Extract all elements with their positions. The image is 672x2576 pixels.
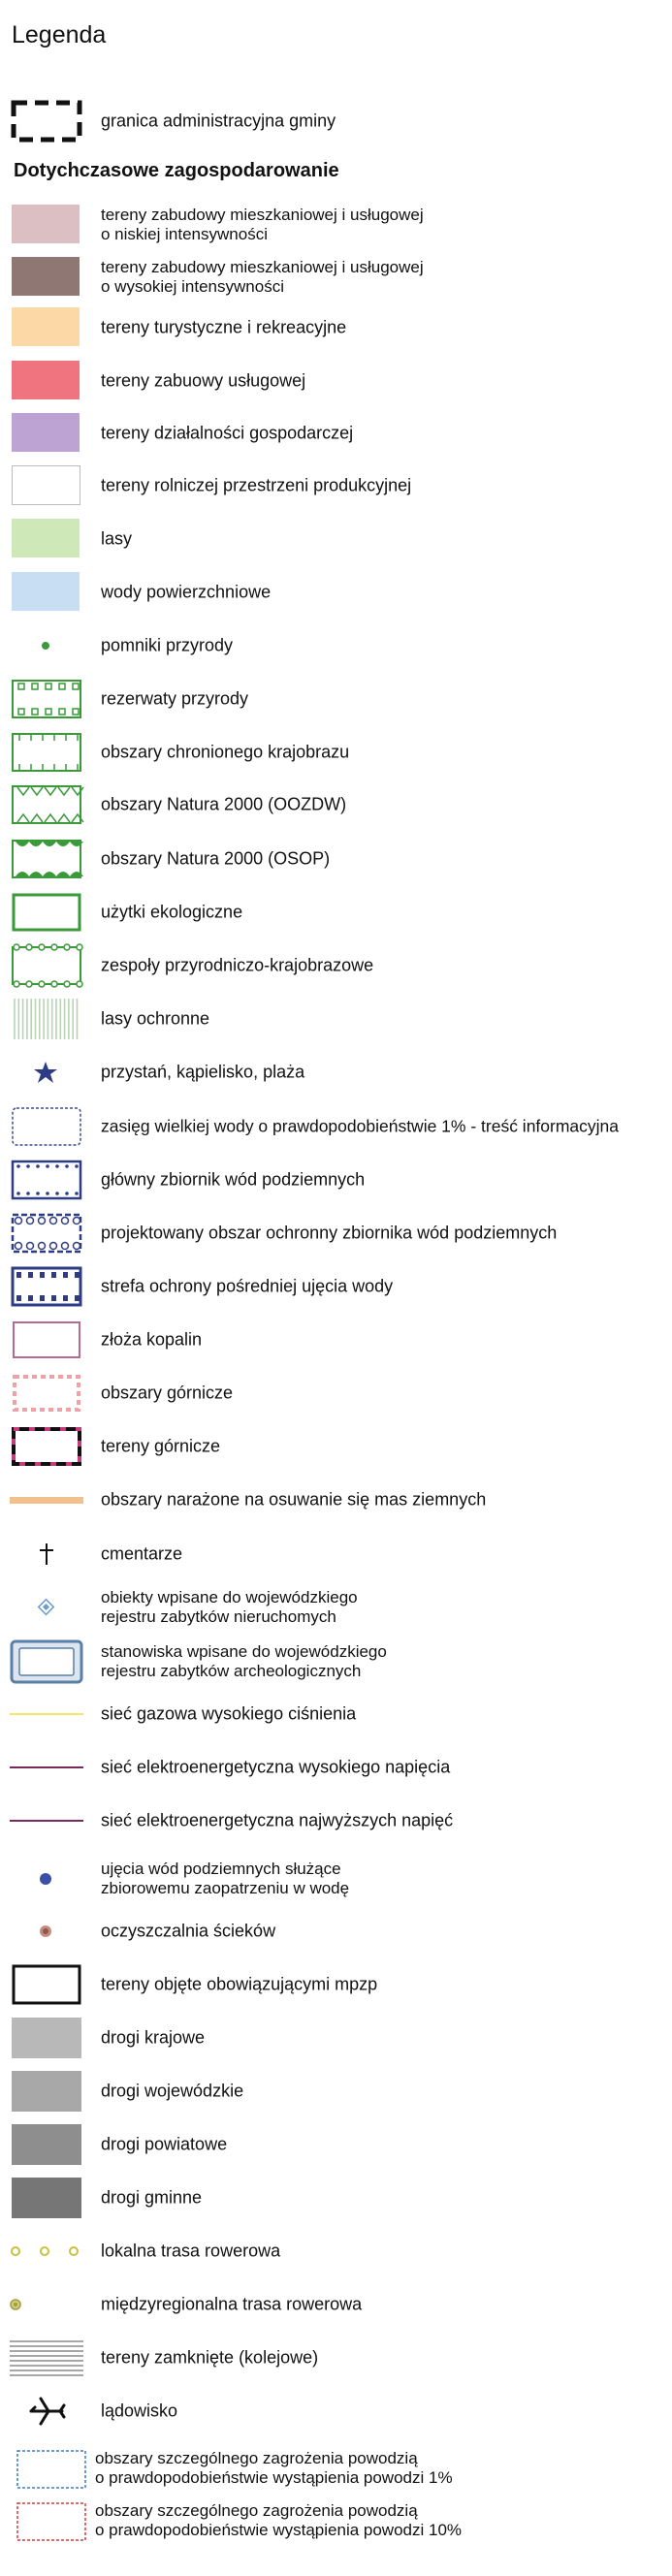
mining-terrains-icon [10, 1424, 87, 1469]
legend-label [101, 2401, 177, 2422]
legend-label [101, 1383, 233, 1404]
legend-label-line1: lokalna trasa rowerowa [101, 2241, 281, 2261]
surface-waters-icon [10, 570, 87, 615]
legend-label-line1: wody powierzchniowe [101, 582, 272, 602]
legend-item-heritage-objects [0, 1580, 672, 1635]
legend-item-proposed-reservoir-protection [0, 1211, 672, 1256]
legend-item-hv-power-line [0, 1745, 672, 1790]
mineral-deposits-icon [10, 1318, 87, 1362]
legend-item-national-roads [0, 2016, 672, 2060]
legend-label-line2: o niskiej intensywności [101, 225, 268, 243]
legend-label [101, 689, 248, 710]
legend-label [101, 2135, 227, 2155]
archaeological-sites-icon [10, 1639, 87, 1684]
ecological-sites-icon [10, 890, 87, 935]
local-bike-route-icon [10, 2229, 87, 2274]
legend-label [101, 1975, 377, 1995]
legend-label-line1: drogi powiatowe [101, 2134, 228, 2154]
legend-label-line2: o prawdopodobieństwie wystąpienia powodzi 10% [95, 2521, 463, 2539]
legend-label-line1: obszary Natura 2000 (OOZDW) [101, 794, 347, 814]
water-intake-protection-icon [10, 1264, 87, 1309]
agricultural-land-icon [10, 463, 87, 508]
legend-item-mining-terrains [0, 1424, 672, 1469]
ehv-power-line-icon [10, 1798, 87, 1843]
legend-label-line1: drogi wojewódzkie [101, 2081, 244, 2101]
legend-label [101, 2028, 205, 2049]
legend-item-groundwater-intakes [0, 1852, 672, 1906]
legend-label [101, 636, 233, 656]
legend-label [101, 583, 271, 603]
legend-label [101, 2242, 280, 2262]
legend-label-line1: sieć elektroenergetyczna wysokiego napięcia [101, 1757, 451, 1777]
legend-label [101, 1009, 209, 1030]
interregional-bike-route-icon [10, 2282, 87, 2327]
legend-label-line1: granica administracyjna gminy [101, 111, 336, 131]
services-icon [10, 359, 87, 403]
legend-label-line1: drogi krajowe [101, 2027, 206, 2048]
legend-label-line2: rejestru zabytków archeologicznych [101, 1662, 362, 1680]
legend-item-mineral-deposits [0, 1318, 672, 1362]
legend-label [101, 1063, 304, 1083]
legend-label [101, 206, 424, 244]
legend-item-services [0, 359, 672, 403]
legend-label-line1: pomniki przyrody [101, 635, 234, 655]
legend-item-water-intake-protection [0, 1264, 672, 1309]
proposed-reservoir-protection-icon [10, 1211, 87, 1256]
section-heading: Dotychczasowe zagospodarowanie [14, 160, 339, 181]
legend-label [101, 1544, 182, 1565]
municipal-roads-icon [10, 2176, 87, 2220]
legend-label [95, 2449, 453, 2488]
hv-power-line-icon [10, 1745, 87, 1790]
legend-item-marina-beach [0, 1050, 672, 1095]
legend-label-line1: tereny rolniczej przestrzeni produkcyjnej [101, 475, 412, 495]
legend-label [101, 1437, 220, 1457]
legend-item-interregional-bike-route [0, 2282, 672, 2327]
protective-forests-icon [10, 997, 87, 1041]
legend-label [101, 1170, 365, 1191]
groundwater-reservoir-icon [10, 1158, 87, 1202]
legend-item-high-density-housing [0, 255, 672, 300]
legend-label-line1: obszary szczególnego zagrożenia powodzią [95, 2501, 418, 2520]
legend-label [101, 1588, 358, 1627]
legend-item-ecological-sites [0, 890, 672, 935]
gas-network-icon [10, 1692, 87, 1736]
legend-item-closed-rail-areas [0, 2336, 672, 2380]
legend-label [101, 2295, 362, 2315]
legend-label [101, 1860, 349, 1898]
legend-item-surface-waters [0, 570, 672, 615]
legend-item-ehv-power-line [0, 1798, 672, 1843]
natura-oozdw-icon [10, 782, 87, 827]
legend-label [101, 424, 353, 444]
legend-label [101, 795, 346, 815]
legend-label [101, 1642, 387, 1681]
legend-label-line1: tereny działalności gospodarczej [101, 423, 354, 443]
legend-label-line1: tereny górnicze [101, 1436, 221, 1456]
legend-label [101, 1758, 450, 1778]
legend-label-line1: użytki ekologiczne [101, 902, 243, 922]
legend-label-line1: tereny objęte obowiązującymi mpzp [101, 1974, 378, 1994]
legend-item-nature-monuments [0, 623, 672, 668]
legend-item-cemeteries [0, 1532, 672, 1576]
legend-label-line1: obszary szczególnego zagrożenia powodzią [95, 2449, 418, 2467]
legend-label-line1: projektowany obszar ochronny zbiornika wód podziemnych [101, 1223, 558, 1243]
closed-rail-areas-icon [10, 2336, 87, 2380]
legend-label [101, 743, 349, 763]
landscape-protection-icon [10, 730, 87, 775]
legend-label-line1: obszary narażone na osuwanie się mas ziemnych [101, 1489, 487, 1510]
high-density-housing-icon [10, 255, 87, 300]
legend-label [101, 2082, 243, 2102]
legend-label-line1: tereny zamknięte (kolejowe) [101, 2347, 319, 2368]
legend-item-archaeological-sites [0, 1639, 672, 1684]
legend-label-line2: rejestru zabytków nieruchomych [101, 1607, 336, 1626]
marina-beach-icon [10, 1050, 87, 1095]
legend-item-municipal-roads [0, 2176, 672, 2220]
legend-label-line1: tereny turystyczne i rekreacyjne [101, 317, 347, 337]
legend-item-county-roads [0, 2122, 672, 2167]
natura-osop-icon [10, 837, 87, 881]
national-roads-icon [10, 2016, 87, 2060]
legend-label [101, 1224, 557, 1244]
legend-item-nature-reserves [0, 677, 672, 721]
legend-label [101, 849, 330, 870]
legend-item-landslide-areas [0, 1478, 672, 1522]
legend-label-line1: tereny zabuowy usługowej [101, 370, 306, 391]
legend-label [101, 1490, 486, 1511]
cemeteries-icon [10, 1532, 87, 1576]
legend-label [101, 111, 336, 132]
legend-label-line2: o prawdopodobieństwie wystąpienia powodzi 1% [95, 2468, 453, 2487]
legend-item-agricultural-land [0, 463, 672, 508]
nature-reserves-icon [10, 677, 87, 721]
legend-label-line1: obszary Natura 2000 (OSOP) [101, 848, 331, 869]
nature-landscape-complexes-icon [10, 943, 87, 988]
legend-item-protective-forests [0, 997, 672, 1041]
mining-areas-icon [10, 1371, 87, 1415]
legend-item-flood-risk-1pct [0, 2446, 672, 2491]
legend-item-mining-areas [0, 1371, 672, 1415]
legend-label-line1: rezerwaty przyrody [101, 688, 249, 709]
legend-label [101, 529, 132, 550]
flood-risk-1pct-icon [10, 2446, 87, 2491]
legend-label-line2: zbiorowemu zaopatrzeniu w wodę [101, 1879, 350, 1897]
legend-label-line1: obszary chronionego krajobrazu [101, 742, 350, 762]
legend-label-line1: złoża kopalin [101, 1329, 203, 1350]
legend-label-line1: zasięg wielkiej wody o prawdopodobieństwie 1% - treść informacyjna [101, 1116, 620, 1136]
local-plans-icon [10, 1962, 87, 2007]
legend-label-line1: przystań, kąpielisko, plaża [101, 1062, 305, 1082]
legend-label-line1: strefa ochrony pośredniej ujęcia wody [101, 1276, 394, 1296]
admin-boundary-icon [10, 99, 87, 143]
legend-item-gas-network [0, 1692, 672, 1736]
legend-label-line1: ujęcia wód podziemnych służące [101, 1860, 341, 1878]
legend-label [101, 1277, 393, 1297]
legend-label [95, 2501, 462, 2540]
legend-item-forests [0, 517, 672, 561]
county-roads-icon [10, 2122, 87, 2167]
low-density-housing-icon [10, 203, 87, 247]
legend-label-line2: o wysokiej intensywności [101, 277, 284, 296]
legend-label-line1: obszary górnicze [101, 1383, 234, 1403]
economic-activity-icon [10, 411, 87, 456]
legend-item-groundwater-reservoir [0, 1158, 672, 1202]
legend-label-line1: tereny zabudowy mieszkaniowej i usługowej [101, 258, 424, 276]
landing-site-icon [10, 2389, 87, 2433]
legend-label [101, 903, 242, 923]
legend-label-line1: lasy ochronne [101, 1008, 210, 1029]
forests-icon [10, 517, 87, 561]
legend-item-local-plans [0, 1962, 672, 2007]
legend-item-admin-boundary [0, 99, 672, 143]
legend-label-line1: stanowiska wpisane do wojewódzkiego [101, 1642, 387, 1661]
landslide-areas-icon [10, 1478, 87, 1522]
legend-label [101, 1117, 619, 1137]
legend-label-line1: oczyszczalnia ścieków [101, 1921, 276, 1941]
legend-title: Legenda [12, 21, 107, 48]
legend-label-line1: lasy [101, 528, 133, 549]
nature-monuments-icon [10, 623, 87, 668]
legend-item-low-density-housing [0, 203, 672, 247]
legend-label [101, 318, 346, 338]
legend-item-flood-risk-10pct [0, 2498, 672, 2543]
legend-item-sewage-plant [0, 1909, 672, 1954]
legend-item-landing-site [0, 2389, 672, 2433]
groundwater-intakes-icon [10, 1852, 87, 1906]
legend-item-natura-osop [0, 837, 672, 881]
legend-item-flood-1pct-info [0, 1104, 672, 1149]
tourism-recreation-icon [10, 305, 87, 350]
legend-label [101, 371, 305, 392]
legend-label-line1: drogi gminne [101, 2187, 203, 2208]
legend-item-natura-oozdw [0, 782, 672, 827]
legend-item-economic-activity [0, 411, 672, 456]
legend-label [101, 1704, 356, 1725]
heritage-objects-icon [10, 1580, 87, 1635]
legend-label [101, 1922, 275, 1942]
legend-item-nature-landscape-complexes [0, 943, 672, 988]
legend-label [101, 2188, 202, 2209]
legend-label-line1: cmentarze [101, 1543, 183, 1564]
legend-label-line1: główny zbiornik wód podziemnych [101, 1169, 366, 1190]
legend-label [101, 476, 411, 496]
legend-item-local-bike-route [0, 2229, 672, 2274]
flood-1pct-info-icon [10, 1104, 87, 1149]
legend-label-line1: sieć elektroenergetyczna najwyższych napięć [101, 1810, 454, 1830]
legend-label [101, 956, 373, 976]
legend-label-line1: tereny zabudowy mieszkaniowej i usługowej [101, 206, 424, 224]
voivodeship-roads-icon [10, 2069, 87, 2114]
legend-label [101, 2348, 318, 2369]
legend-label [101, 1811, 453, 1831]
legend-label-line1: sieć gazowa wysokiego ciśnienia [101, 1703, 357, 1724]
legend-label [101, 258, 424, 297]
sewage-plant-icon [10, 1909, 87, 1954]
legend-label-line1: zespoły przyrodniczo-krajobrazowe [101, 955, 374, 975]
legend-item-tourism-recreation [0, 305, 672, 350]
legend-label-line1: obiekty wpisane do wojewódzkiego [101, 1588, 358, 1606]
legend-label-line1: lądowisko [101, 2401, 178, 2421]
legend-label [101, 1330, 202, 1351]
legend-item-landscape-protection [0, 730, 672, 775]
flood-risk-10pct-icon [10, 2498, 87, 2543]
legend-label-line1: międzyregionalna trasa rowerowa [101, 2294, 363, 2314]
legend-item-voivodeship-roads [0, 2069, 672, 2114]
